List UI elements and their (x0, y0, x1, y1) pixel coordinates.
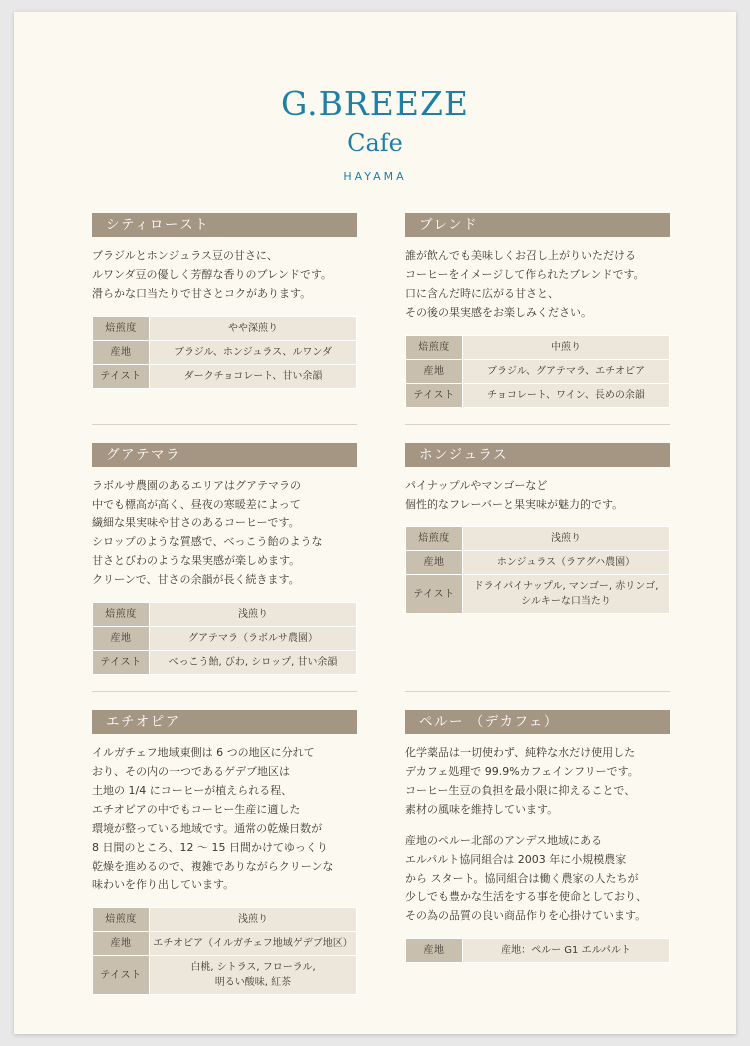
spec-value: ドライパイナップル, マンゴー, 赤リンゴ, シルキーな口当たり (463, 575, 670, 614)
coffee-card (92, 710, 357, 995)
table-row (406, 383, 670, 407)
coffee-spec-table (92, 602, 357, 675)
table-row (93, 603, 357, 627)
spec-key: テイスト (93, 364, 150, 388)
coffee-card (405, 213, 670, 425)
brand-subtitle: Cafe (347, 129, 403, 157)
brand-title: G.BREEZE (281, 84, 469, 123)
spec-key: 産地 (93, 627, 150, 651)
coffee-card-description: 化学薬品は一切使わず、純粋な水だけ使用した デカフェ処理で 99.9%カフェインフリーです。 コーヒー生豆の負担を最小限に抑えることで、 素材の風味を維持しています。 産地のペルー北部のアンデス地域にある エルパルト協同組合は 2003 年に小規模農家 から スタート。協同組合は働く農家の人たちが 少しでも豊かな生活をする事を使命としており、 その為の品質の良い商品作りを心掛けています。 (405, 746, 647, 923)
table-row (93, 340, 357, 364)
spec-key: 焙煎度 (406, 335, 463, 359)
spec-key: 焙煎度 (406, 527, 463, 551)
table-row (406, 575, 670, 614)
spec-value: グアテマラ（ラボルサ農園） (150, 627, 357, 651)
table-row (93, 651, 357, 675)
table-row (406, 359, 670, 383)
spec-value: ブラジル、グアテマラ、エチオピア (463, 359, 670, 383)
coffee-card-title: ホンジュラス (405, 443, 670, 467)
spec-key: 産地 (93, 340, 150, 364)
spec-value: 浅煎り (150, 603, 357, 627)
spec-key: 焙煎度 (93, 603, 150, 627)
table-row (93, 908, 357, 932)
coffee-card (92, 443, 357, 692)
coffee-spec-table (405, 335, 670, 408)
brand-header (14, 12, 736, 183)
coffee-spec-table (92, 907, 357, 995)
coffee-card-grid (14, 213, 736, 1013)
table-row (406, 335, 670, 359)
spec-key: テイスト (93, 956, 150, 995)
table-row (93, 956, 357, 995)
brand-location: HAYAMA (343, 170, 407, 183)
coffee-card-title: エチオピア (92, 710, 357, 734)
coffee-card-title: グアテマラ (92, 443, 357, 467)
coffee-card (405, 443, 670, 692)
coffee-spec-table (405, 938, 670, 963)
spec-key: テイスト (93, 651, 150, 675)
spec-value: 産地：ペルー G1 エルパルト (463, 939, 670, 963)
table-row (406, 939, 670, 963)
coffee-card-description: イルガチェフ地域東側は 6 つの地区に分れて おり、その内の一つであるゲデブ地区は 土地の 1/4 にコーヒーが植えられる程、 エチオピアの中でもコーヒー生産に適した 環境が整っている地域です。通常の乾燥日数が 8 日間のところ、12 〜 15 日間かけてゆっくり 乾燥を進めるので、複雑でありながらクリーンな 味わいを作り出しています。 (92, 746, 334, 892)
coffee-card-description: ラボルサ農園のあるエリアはグアテマラの 中でも標高が高く、昼夜の寒暖差によって 繊細な果実味や甘さのあるコーヒーです。 シロップのような質感で、べっこう飴のような 甘さとびわのような果実感が楽しめます。 クリーンで、甘さの余韻が長く続きます。 (92, 478, 323, 587)
table-row (93, 364, 357, 388)
spec-value: べっこう飴, びわ, シロップ, 甘い余韻 (150, 651, 357, 675)
coffee-spec-table (405, 526, 670, 614)
table-row (93, 316, 357, 340)
spec-value: 中煎り (463, 335, 670, 359)
spec-value: 浅煎り (463, 527, 670, 551)
spec-key: 焙煎度 (93, 316, 150, 340)
coffee-spec-table (92, 316, 357, 389)
spec-value: エチオピア（イルガチェフ地域ゲデブ地区） (150, 932, 357, 956)
spec-value: ダークチョコレート、甘い余韻 (150, 364, 357, 388)
spec-key: 産地 (406, 939, 463, 963)
table-row (93, 627, 357, 651)
spec-value: ホンジュラス（ラアグハ農園） (463, 551, 670, 575)
coffee-card-title: ペルー （デカフェ） (405, 710, 670, 734)
coffee-card-description: パイナップルやマンゴーなど 個性的なフレーバーと果実味が魅力的です。 (405, 478, 624, 511)
coffee-card-title: シティロースト (92, 213, 357, 237)
spec-key: 産地 (406, 551, 463, 575)
spec-key: 産地 (406, 359, 463, 383)
spec-key: 焙煎度 (93, 908, 150, 932)
coffee-card-description: 誰が飲んでも美味しくお召し上がりいただける コーヒーをイメージして作られたブレンドです。 口に含んだ時に広がる甘さと、 その後の果実感をお楽しみください。 (405, 249, 645, 319)
coffee-card-title: ブレンド (405, 213, 670, 237)
coffee-card-description: ブラジルとホンジュラス豆の甘さに、 ルワンダ豆の優しく芳醇な香りのブレンドです。 滑らかな口当たりで甘さとコクがあります。 (92, 249, 332, 300)
table-row (406, 527, 670, 551)
menu-page (14, 12, 736, 1034)
table-row (406, 551, 670, 575)
spec-value: やや深煎り (150, 316, 357, 340)
spec-key: 産地 (93, 932, 150, 956)
spec-key: テイスト (406, 575, 463, 614)
spec-value: ブラジル、ホンジュラス、ルワンダ (150, 340, 357, 364)
spec-value: 白桃, シトラス, フローラル, 明るい酸味, 紅茶 (150, 956, 357, 995)
spec-value: チョコレート、ワイン、長めの余韻 (463, 383, 670, 407)
coffee-card (405, 710, 670, 995)
coffee-card (92, 213, 357, 425)
table-row (93, 932, 357, 956)
spec-value: 浅煎り (150, 908, 357, 932)
spec-key: テイスト (406, 383, 463, 407)
